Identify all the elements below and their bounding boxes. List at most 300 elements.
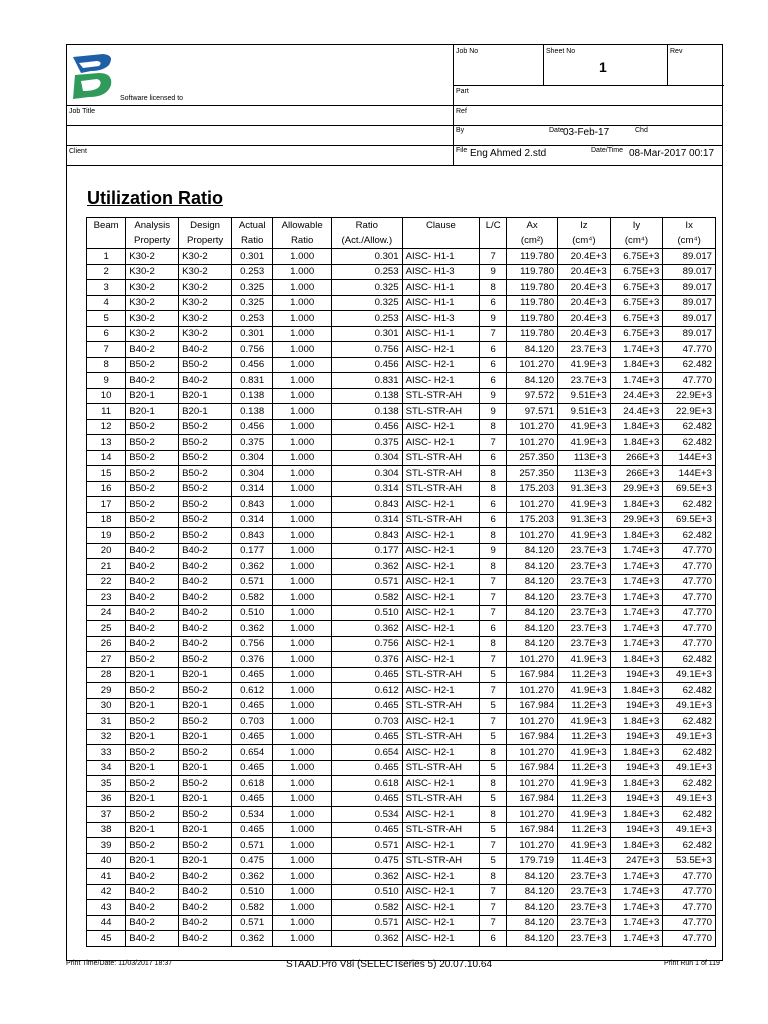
bentley-logo-icon — [69, 51, 119, 101]
table-cell: K30-2 — [179, 280, 232, 296]
table-cell: 47.770 — [663, 543, 716, 559]
table-cell: 11.2E+3 — [558, 791, 611, 807]
table-cell: B50-2 — [126, 481, 179, 497]
rev-label: Rev — [670, 48, 683, 55]
page-title: Utilization Ratio — [87, 188, 223, 208]
table-cell: 0.612 — [232, 683, 273, 699]
table-cell: 6 — [480, 450, 507, 466]
table-cell: K30-2 — [126, 326, 179, 342]
table-cell: 113E+3 — [558, 450, 611, 466]
divider — [453, 85, 724, 86]
table-cell: AISC- H2-1 — [402, 419, 480, 435]
table-cell: 6 — [87, 326, 126, 342]
table-cell: AISC- H2-1 — [402, 915, 480, 931]
table-cell: 1.000 — [273, 683, 332, 699]
table-row — [87, 838, 716, 854]
table-cell: K30-2 — [179, 326, 232, 342]
table-cell: 0.571 — [332, 915, 403, 931]
table-cell: 0.756 — [332, 636, 403, 652]
table-row — [87, 900, 716, 916]
table-cell: 5 — [480, 853, 507, 869]
table-row — [87, 388, 716, 404]
table-cell: 0.138 — [232, 388, 273, 404]
table-cell: 62.482 — [663, 528, 716, 544]
table-cell: 0.571 — [332, 838, 403, 854]
table-cell: 6.75E+3 — [610, 326, 663, 342]
table-cell: 29.9E+3 — [610, 481, 663, 497]
table-cell: B40-2 — [126, 574, 179, 590]
table-cell: 6 — [480, 512, 507, 528]
table-cell: B40-2 — [126, 590, 179, 606]
chd-label: Chd — [635, 127, 648, 134]
table-cell: 84.120 — [507, 373, 558, 389]
table-cell: 0.138 — [332, 388, 403, 404]
table-cell: 89.017 — [663, 326, 716, 342]
table-cell: B40-2 — [179, 621, 232, 637]
table-cell: 15 — [87, 466, 126, 482]
table-cell: 22.9E+3 — [663, 388, 716, 404]
table-cell: 0.375 — [332, 435, 403, 451]
table-cell: 8 — [480, 528, 507, 544]
table-cell: 23 — [87, 590, 126, 606]
table-cell: 11.2E+3 — [558, 667, 611, 683]
table-cell: 0.465 — [232, 667, 273, 683]
table-cell: 0.465 — [232, 822, 273, 838]
table-cell: 0.654 — [332, 745, 403, 761]
table-cell: B50-2 — [126, 435, 179, 451]
table-cell: B50-2 — [179, 807, 232, 823]
table-cell: 17 — [87, 497, 126, 513]
table-cell: 41 — [87, 869, 126, 885]
table-cell: 1.74E+3 — [610, 884, 663, 900]
table-cell: 7 — [480, 574, 507, 590]
table-cell: B40-2 — [179, 884, 232, 900]
table-cell: 1.84E+3 — [610, 776, 663, 792]
table-cell: AISC- H2-1 — [402, 605, 480, 621]
table-cell: 23.7E+3 — [558, 590, 611, 606]
table-cell: 8 — [480, 559, 507, 575]
table-cell: 84.120 — [507, 590, 558, 606]
table-cell: 11.2E+3 — [558, 698, 611, 714]
table-cell: 62.482 — [663, 419, 716, 435]
table-cell: 0.314 — [332, 512, 403, 528]
table-cell: 1.000 — [273, 326, 332, 342]
client-label: Client — [69, 148, 87, 155]
table-row — [87, 869, 716, 885]
table-cell: B20-1 — [126, 760, 179, 776]
table-row — [87, 884, 716, 900]
table-cell: 62.482 — [663, 714, 716, 730]
table-row — [87, 915, 716, 931]
table-row — [87, 714, 716, 730]
column-header: Iy — [610, 218, 663, 234]
table-cell: 0.465 — [332, 760, 403, 776]
table-cell: B50-2 — [179, 652, 232, 668]
table-cell: 1.000 — [273, 900, 332, 916]
divider — [67, 165, 722, 166]
table-cell: 119.780 — [507, 249, 558, 265]
title-block — [67, 45, 722, 165]
table-cell: AISC- H2-1 — [402, 776, 480, 792]
table-row — [87, 698, 716, 714]
table-row — [87, 745, 716, 761]
table-cell: 49.1E+3 — [663, 698, 716, 714]
table-cell: B50-2 — [179, 683, 232, 699]
date-label: Date — [549, 127, 564, 134]
table-cell: 1.74E+3 — [610, 373, 663, 389]
table-cell: 41.9E+3 — [558, 652, 611, 668]
table-cell: B20-1 — [126, 791, 179, 807]
table-cell: 1.74E+3 — [610, 915, 663, 931]
table-cell: STL-STR-AH — [402, 667, 480, 683]
table-cell: 1.000 — [273, 853, 332, 869]
table-row — [87, 512, 716, 528]
table-cell: 31 — [87, 714, 126, 730]
table-cell: 0.325 — [232, 295, 273, 311]
table-cell: AISC- H2-1 — [402, 900, 480, 916]
table-cell: STL-STR-AH — [402, 822, 480, 838]
table-cell: 0.314 — [232, 512, 273, 528]
table-cell: 179.719 — [507, 853, 558, 869]
table-cell: K30-2 — [126, 311, 179, 327]
table-cell: B40-2 — [126, 621, 179, 637]
table-cell: B20-1 — [179, 822, 232, 838]
table-cell: K30-2 — [179, 249, 232, 265]
table-cell: STL-STR-AH — [402, 853, 480, 869]
table-cell: 7 — [480, 326, 507, 342]
table-cell: 7 — [480, 605, 507, 621]
table-cell: B50-2 — [126, 683, 179, 699]
table-cell: STL-STR-AH — [402, 698, 480, 714]
table-cell: 5 — [480, 698, 507, 714]
table-cell: 194E+3 — [610, 791, 663, 807]
table-cell: 8 — [480, 807, 507, 823]
table-cell: 0.362 — [332, 931, 403, 947]
table-cell: 0.304 — [332, 466, 403, 482]
table-cell: 41.9E+3 — [558, 357, 611, 373]
table-cell: B40-2 — [126, 900, 179, 916]
table-cell: 23.7E+3 — [558, 636, 611, 652]
table-cell: 53.5E+3 — [663, 853, 716, 869]
table-cell: 23.7E+3 — [558, 869, 611, 885]
table-cell: K30-2 — [179, 264, 232, 280]
table-cell: 101.270 — [507, 435, 558, 451]
table-row — [87, 450, 716, 466]
table-cell: 0.571 — [232, 574, 273, 590]
table-row — [87, 481, 716, 497]
table-cell: 1.84E+3 — [610, 652, 663, 668]
table-cell: 257.350 — [507, 466, 558, 482]
table-cell: K30-2 — [179, 295, 232, 311]
column-header-unit — [402, 233, 480, 249]
table-cell: 23.7E+3 — [558, 605, 611, 621]
column-header-unit: Ratio — [273, 233, 332, 249]
table-cell: K30-2 — [126, 295, 179, 311]
table-cell: 5 — [480, 791, 507, 807]
table-cell: 19 — [87, 528, 126, 544]
table-cell: 7 — [480, 838, 507, 854]
table-cell: 0.831 — [332, 373, 403, 389]
table-cell: 101.270 — [507, 528, 558, 544]
table-cell: AISC- H2-1 — [402, 652, 480, 668]
table-cell: 84.120 — [507, 342, 558, 358]
table-cell: 101.270 — [507, 714, 558, 730]
table-cell: 144E+3 — [663, 450, 716, 466]
table-cell: 7 — [480, 249, 507, 265]
table-cell: 6 — [480, 373, 507, 389]
table-cell: 0.703 — [332, 714, 403, 730]
table-cell: 266E+3 — [610, 466, 663, 482]
table-cell: 47.770 — [663, 559, 716, 575]
date-value: 03-Feb-17 — [563, 127, 610, 138]
table-cell: 0.456 — [332, 419, 403, 435]
table-cell: 69.5E+3 — [663, 481, 716, 497]
table-cell: 7 — [480, 900, 507, 916]
table-cell: 1.74E+3 — [610, 931, 663, 947]
table-cell: B50-2 — [126, 512, 179, 528]
table-row — [87, 729, 716, 745]
table-cell: 1.74E+3 — [610, 621, 663, 637]
divider — [67, 105, 722, 106]
table-cell: 6 — [480, 621, 507, 637]
table-cell: 1.000 — [273, 528, 332, 544]
table-cell: 0.301 — [232, 326, 273, 342]
table-cell: 7 — [87, 342, 126, 358]
table-cell: 6.75E+3 — [610, 311, 663, 327]
table-cell: 20.4E+3 — [558, 249, 611, 265]
table-cell: 0.843 — [232, 497, 273, 513]
column-header: Analysis — [126, 218, 179, 234]
table-cell: 266E+3 — [610, 450, 663, 466]
table-cell: 23.7E+3 — [558, 574, 611, 590]
table-cell: 49.1E+3 — [663, 822, 716, 838]
table-cell: 1.000 — [273, 280, 332, 296]
table-row — [87, 404, 716, 420]
table-cell: 1.84E+3 — [610, 838, 663, 854]
table-cell: 11.2E+3 — [558, 729, 611, 745]
table-cell: 7 — [480, 915, 507, 931]
table-cell: 0.325 — [232, 280, 273, 296]
table-cell: 1.000 — [273, 559, 332, 575]
table-cell: 257.350 — [507, 450, 558, 466]
table-header-row — [87, 233, 716, 249]
table-cell: 42 — [87, 884, 126, 900]
column-header: Beam — [87, 218, 126, 234]
table-cell: STL-STR-AH — [402, 450, 480, 466]
table-cell: 0.362 — [332, 869, 403, 885]
table-cell: AISC- H1-1 — [402, 280, 480, 296]
table-cell: 37 — [87, 807, 126, 823]
table-cell: STL-STR-AH — [402, 791, 480, 807]
column-header-unit: (cm⁴) — [663, 233, 716, 249]
table-cell: 6.75E+3 — [610, 264, 663, 280]
table-cell: B40-2 — [179, 869, 232, 885]
table-cell: 23.7E+3 — [558, 884, 611, 900]
table-cell: 7 — [480, 714, 507, 730]
table-cell: 23.7E+3 — [558, 342, 611, 358]
table-cell: 1.000 — [273, 714, 332, 730]
table-cell: 1.84E+3 — [610, 435, 663, 451]
table-cell: 0.571 — [332, 574, 403, 590]
table-cell: 84.120 — [507, 869, 558, 885]
table-row — [87, 326, 716, 342]
job-no-label: Job No — [456, 48, 479, 55]
column-header: Iz — [558, 218, 611, 234]
table-cell: 11.2E+3 — [558, 822, 611, 838]
table-cell: 1.000 — [273, 621, 332, 637]
table-cell: 41.9E+3 — [558, 419, 611, 435]
table-row — [87, 528, 716, 544]
table-cell: 23.7E+3 — [558, 931, 611, 947]
table-cell: 1.000 — [273, 388, 332, 404]
table-cell: 44 — [87, 915, 126, 931]
table-cell: 84.120 — [507, 884, 558, 900]
table-cell: 0.301 — [332, 326, 403, 342]
table-cell: K30-2 — [126, 280, 179, 296]
table-cell: 84.120 — [507, 574, 558, 590]
table-cell: 97.572 — [507, 388, 558, 404]
table-cell: 9.51E+3 — [558, 388, 611, 404]
table-cell: B40-2 — [179, 900, 232, 916]
table-cell: 8 — [480, 869, 507, 885]
column-header-unit: (cm²) — [507, 233, 558, 249]
table-cell: B20-1 — [126, 667, 179, 683]
table-cell: 0.510 — [232, 605, 273, 621]
table-cell: B50-2 — [126, 357, 179, 373]
table-cell: B20-1 — [179, 791, 232, 807]
table-cell: B40-2 — [126, 543, 179, 559]
table-cell: B50-2 — [179, 419, 232, 435]
table-row — [87, 419, 716, 435]
table-cell: 0.465 — [232, 791, 273, 807]
table-cell: 167.984 — [507, 729, 558, 745]
table-cell: 0.362 — [232, 621, 273, 637]
table-cell: AISC- H1-3 — [402, 311, 480, 327]
table-cell: B20-1 — [126, 388, 179, 404]
table-cell: 194E+3 — [610, 760, 663, 776]
table-cell: 1.000 — [273, 776, 332, 792]
table-cell: K30-2 — [126, 249, 179, 265]
table-cell: 1.000 — [273, 357, 332, 373]
table-cell: 36 — [87, 791, 126, 807]
table-cell: AISC- H2-1 — [402, 621, 480, 637]
software-version-label: STAAD.Pro V8i (SELECTseries 5) 20.07.10.64 — [286, 959, 493, 970]
table-row — [87, 621, 716, 637]
table-cell: 9 — [480, 404, 507, 420]
table-cell: 1.000 — [273, 807, 332, 823]
table-cell: 24 — [87, 605, 126, 621]
table-cell: B50-2 — [179, 466, 232, 482]
table-cell: 0.138 — [332, 404, 403, 420]
table-cell: 1.000 — [273, 481, 332, 497]
table-cell: 22 — [87, 574, 126, 590]
table-cell: 91.3E+3 — [558, 512, 611, 528]
table-row — [87, 264, 716, 280]
table-row — [87, 931, 716, 947]
table-cell: B20-1 — [126, 853, 179, 869]
table-cell: 119.780 — [507, 295, 558, 311]
table-row — [87, 342, 716, 358]
table-cell: 40 — [87, 853, 126, 869]
table-cell: 62.482 — [663, 838, 716, 854]
table-cell: 32 — [87, 729, 126, 745]
table-cell: 20.4E+3 — [558, 280, 611, 296]
table-cell: B40-2 — [179, 342, 232, 358]
table-cell: 0.456 — [332, 357, 403, 373]
table-cell: 23.7E+3 — [558, 373, 611, 389]
table-cell: 16 — [87, 481, 126, 497]
table-cell: 3 — [87, 280, 126, 296]
table-cell: 0.843 — [232, 528, 273, 544]
table-cell: 49.1E+3 — [663, 791, 716, 807]
table-cell: 0.376 — [232, 652, 273, 668]
table-cell: AISC- H2-1 — [402, 435, 480, 451]
table-cell: 0.362 — [232, 869, 273, 885]
table-cell: B40-2 — [126, 636, 179, 652]
table-cell: B50-2 — [126, 419, 179, 435]
table-cell: 1.74E+3 — [610, 605, 663, 621]
table-cell: 0.362 — [232, 931, 273, 947]
table-cell: 84.120 — [507, 605, 558, 621]
table-cell: 1.000 — [273, 311, 332, 327]
table-cell: 62.482 — [663, 357, 716, 373]
table-cell: 0.475 — [332, 853, 403, 869]
table-cell: 1.000 — [273, 497, 332, 513]
table-cell: 0.304 — [232, 466, 273, 482]
table-cell: 0.253 — [332, 264, 403, 280]
table-cell: 20.4E+3 — [558, 295, 611, 311]
table-cell: 41.9E+3 — [558, 683, 611, 699]
table-cell: 11.4E+3 — [558, 853, 611, 869]
table-row — [87, 791, 716, 807]
table-cell: 0.465 — [332, 822, 403, 838]
divider — [67, 145, 722, 146]
table-cell: 5 — [480, 729, 507, 745]
table-cell: 41.9E+3 — [558, 497, 611, 513]
column-header-unit: (Act./Allow.) — [332, 233, 403, 249]
table-cell: B40-2 — [126, 559, 179, 575]
table-cell: 194E+3 — [610, 698, 663, 714]
table-cell: B50-2 — [179, 714, 232, 730]
utilization-table — [86, 217, 716, 947]
table-cell: 6.75E+3 — [610, 280, 663, 296]
table-cell: 47.770 — [663, 590, 716, 606]
table-cell: 1.000 — [273, 884, 332, 900]
table-cell: 14 — [87, 450, 126, 466]
table-cell: 1.000 — [273, 466, 332, 482]
table-cell: 1.000 — [273, 915, 332, 931]
table-cell: B20-1 — [126, 698, 179, 714]
table-cell: 20.4E+3 — [558, 326, 611, 342]
table-cell: B20-1 — [179, 388, 232, 404]
table-cell: B50-2 — [179, 357, 232, 373]
table-cell: B40-2 — [126, 931, 179, 947]
table-cell: 41.9E+3 — [558, 435, 611, 451]
table-cell: B50-2 — [179, 512, 232, 528]
table-header-row — [87, 218, 716, 234]
table-cell: 7 — [480, 590, 507, 606]
table-cell: 47.770 — [663, 342, 716, 358]
table-cell: 1.000 — [273, 760, 332, 776]
table-cell: 29.9E+3 — [610, 512, 663, 528]
table-cell: AISC- H1-1 — [402, 295, 480, 311]
table-cell: B50-2 — [126, 450, 179, 466]
table-cell: B40-2 — [179, 605, 232, 621]
table-cell: B40-2 — [126, 605, 179, 621]
column-header: Clause — [402, 218, 480, 234]
column-header-unit: Ratio — [232, 233, 273, 249]
table-cell: 11 — [87, 404, 126, 420]
